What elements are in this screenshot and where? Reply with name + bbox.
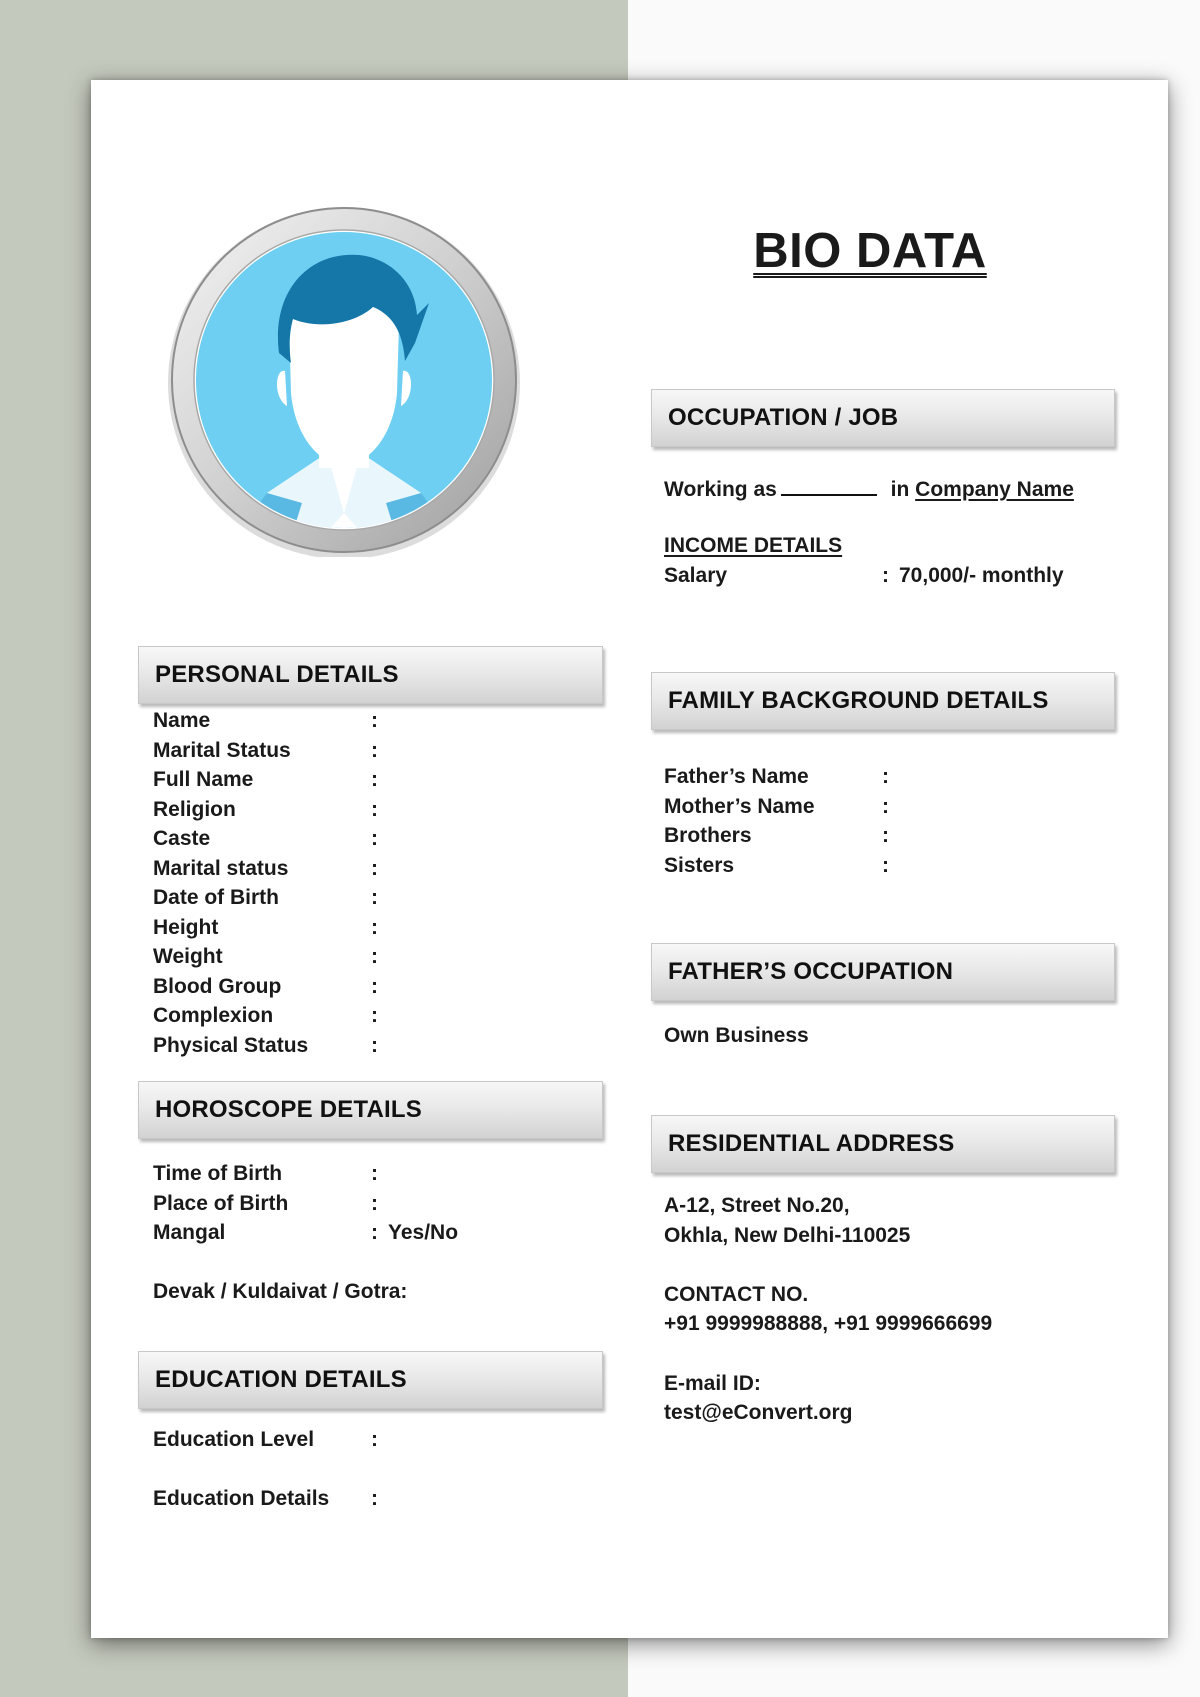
detail-row xyxy=(153,796,593,824)
working-as-line xyxy=(664,474,1074,504)
family-background-header: FAMILY BACKGROUND DETAILS xyxy=(651,672,1115,730)
email-heading: E-mail ID: xyxy=(664,1372,761,1395)
colon: : xyxy=(371,915,378,939)
detail-row xyxy=(153,707,593,735)
colon: : xyxy=(371,1428,378,1451)
colon: : xyxy=(371,797,378,821)
colon: : xyxy=(371,1191,378,1215)
detail-row xyxy=(153,825,593,853)
detail-row xyxy=(153,1485,593,1513)
salary-label: Salary xyxy=(664,564,728,587)
detail-label: Caste xyxy=(153,827,211,850)
detail-row xyxy=(664,852,1104,880)
job-title-blank xyxy=(781,474,877,496)
colon: : xyxy=(371,738,378,762)
detail-row xyxy=(664,763,1104,791)
detail-row xyxy=(153,914,593,942)
colon: : xyxy=(371,945,378,968)
detail-row xyxy=(153,1002,593,1030)
colon: : xyxy=(882,765,889,788)
occupation-header: OCCUPATION / JOB xyxy=(651,389,1115,447)
user-avatar-icon xyxy=(167,203,521,557)
detail-label: Time of Birth xyxy=(153,1162,283,1185)
contact-numbers: +91 9999988888, +91 9999666699 xyxy=(664,1312,993,1335)
address-line-1: A-12, Street No.20, xyxy=(664,1194,850,1217)
detail-label: Education Details xyxy=(153,1487,330,1510)
income-heading: INCOME DETAILS xyxy=(664,534,843,557)
colon: : xyxy=(882,853,889,877)
colon: : xyxy=(371,709,378,732)
colon: : xyxy=(371,974,378,998)
detail-row xyxy=(153,1160,593,1188)
detail-row xyxy=(153,1190,593,1218)
residential-address-header: RESIDENTIAL ADDRESS xyxy=(651,1115,1115,1173)
detail-label: Marital Status xyxy=(153,738,291,762)
colon: : xyxy=(882,824,889,847)
detail-row xyxy=(664,822,1104,850)
detail-label: Physical Status xyxy=(153,1033,309,1057)
detail-label: Blood Group xyxy=(153,974,282,998)
detail-label: Education Level xyxy=(153,1428,315,1451)
detail-label: Sisters xyxy=(664,853,735,877)
education-details-header: EDUCATION DETAILS xyxy=(138,1351,603,1409)
detail-label: Religion xyxy=(153,797,236,821)
colon: : xyxy=(371,856,378,880)
working-as-label: Working as xyxy=(664,478,777,501)
address-line-2: Okhla, New Delhi-110025 xyxy=(664,1224,911,1247)
detail-row xyxy=(153,943,593,971)
gotra-label: Devak / Kuldaivat / Gotra: xyxy=(153,1280,408,1303)
detail-row xyxy=(153,855,593,883)
detail-row xyxy=(153,1426,593,1454)
colon: : xyxy=(371,1162,378,1185)
colon: : xyxy=(371,1033,378,1057)
page-title: BIO DATA xyxy=(753,224,987,278)
colon: : xyxy=(371,886,378,909)
in-label: in xyxy=(890,478,910,501)
father-occupation-value: Own Business xyxy=(664,1024,809,1047)
detail-value: Yes/No xyxy=(388,1221,459,1244)
colon: : xyxy=(371,1221,378,1244)
detail-row xyxy=(153,1219,593,1247)
personal-details-header: PERSONAL DETAILS xyxy=(138,646,603,704)
email-value: test@eConvert.org xyxy=(664,1401,853,1424)
detail-label: Marital status xyxy=(153,856,289,880)
colon: : xyxy=(371,1487,378,1510)
detail-label: Mangal xyxy=(153,1221,226,1244)
detail-label: Weight xyxy=(153,945,223,968)
detail-row xyxy=(153,973,593,1001)
detail-label: Place of Birth xyxy=(153,1191,289,1215)
contact-heading: CONTACT NO. xyxy=(664,1283,809,1306)
father-occupation-header: FATHER’S OCCUPATION xyxy=(651,943,1115,1001)
detail-label: Brothers xyxy=(664,824,752,847)
colon: : xyxy=(882,794,889,818)
detail-label: Complexion xyxy=(153,1004,274,1027)
colon: : xyxy=(371,768,378,791)
colon: : xyxy=(371,827,378,850)
detail-row xyxy=(664,793,1104,821)
detail-row xyxy=(153,1032,593,1060)
horoscope-details-header: HOROSCOPE DETAILS xyxy=(138,1081,603,1139)
detail-label: Name xyxy=(153,709,211,732)
detail-label: Date of Birth xyxy=(153,886,279,909)
detail-row xyxy=(153,884,593,912)
detail-label: Father’s Name xyxy=(664,765,809,788)
detail-label: Full Name xyxy=(153,768,254,791)
salary-row xyxy=(664,562,1084,590)
detail-label: Mother’s Name xyxy=(664,794,815,818)
colon: : xyxy=(882,564,889,587)
salary-value: 70,000/- monthly xyxy=(899,564,1064,587)
detail-label: Height xyxy=(153,915,219,939)
company-name: Company Name xyxy=(915,478,1074,501)
detail-row xyxy=(153,766,593,794)
colon: : xyxy=(371,1004,378,1027)
detail-row xyxy=(153,737,593,765)
